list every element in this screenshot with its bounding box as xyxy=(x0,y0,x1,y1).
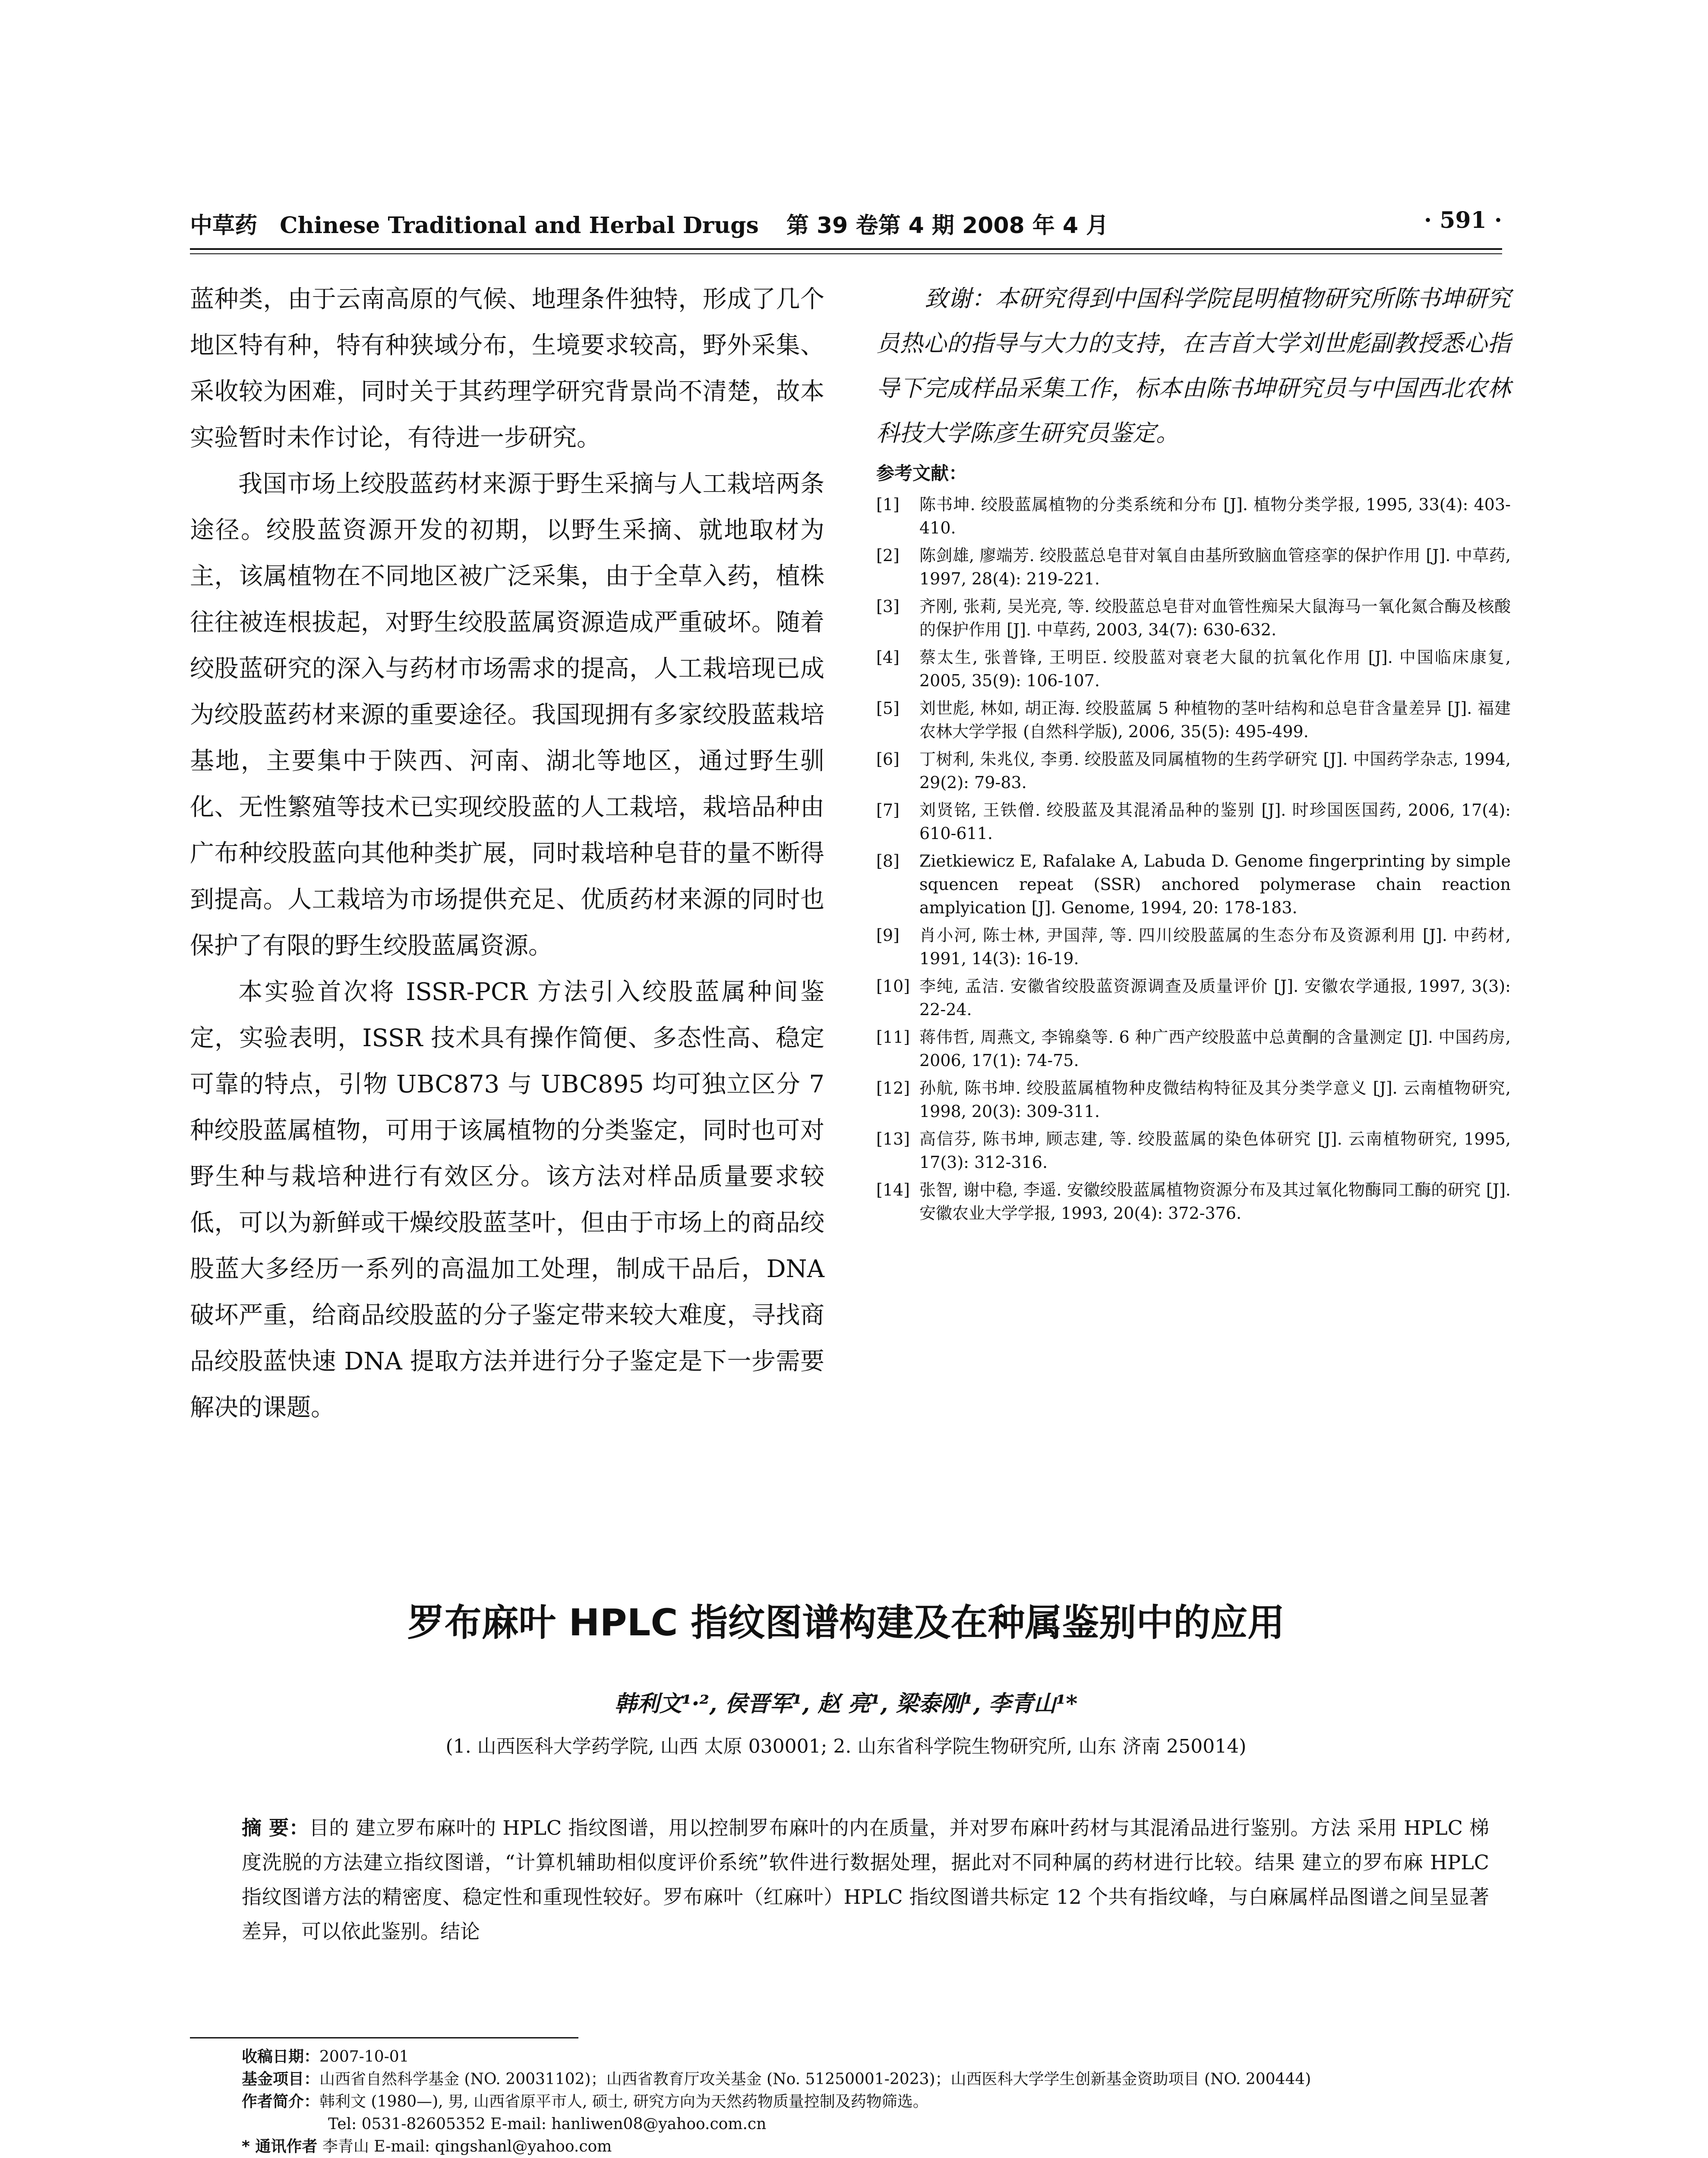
reference-text: 陈剑雄, 廖端芳. 绞股蓝总皂苷对氧自由基所致脑血管痉挛的保护作用 [J]. 中草药, 1997, 28(4): 219-221. xyxy=(919,546,1511,588)
reference-number: [1] xyxy=(876,495,900,514)
reference-item xyxy=(876,646,1511,692)
issue-info: 第 39 卷第 4 期 2008 年 4 月 xyxy=(786,213,1109,239)
header-rule xyxy=(190,248,1502,254)
fund-label: 基金项目： xyxy=(242,2070,320,2088)
author-bio xyxy=(242,2091,1493,2113)
reference-item xyxy=(876,595,1511,641)
abstract xyxy=(242,1811,1489,1949)
reference-text: 刘世彪, 林如, 胡正海. 绞股蓝属 5 种植物的茎叶结构和总皂苷含量差异 [J]. 福建农林大学学报 (自然科学版), 2006, 35(5): 495-499. xyxy=(919,699,1511,741)
reference-text: 肖小河, 陈士林, 尹国萍, 等. 四川绞股蓝属的生态分布及资源利用 [J]. 中药材, 1991, 14(3): 16-19. xyxy=(919,926,1511,968)
received-date xyxy=(242,2046,1493,2068)
reference-number: [7] xyxy=(876,801,900,820)
reference-text: 丁树利, 朱兆仪, 李勇. 绞股蓝及同属植物的生药学研究 [J]. 中国药学杂志, 1994, 29(2): 79-83. xyxy=(919,750,1511,792)
article-affiliations: (1. 山西医科大学药学院, 山西 太原 030001; 2. 山东省科学院生物研究所, 山东 济南 250014) xyxy=(445,1735,1247,1757)
author-contact: Tel: 0531-82605352 E-mail: hanliwen08@yahoo.com.cn xyxy=(328,2115,767,2133)
running-header xyxy=(190,207,1502,246)
footnote-rule xyxy=(190,2037,578,2038)
corresponding-value: 李青山 E-mail: qingshanl@yahoo.com xyxy=(322,2138,612,2155)
reference-number: [11] xyxy=(876,1028,910,1047)
acknowledgement: 致谢：本研究得到中国科学院昆明植物研究所陈书坤研究员热心的指导与大力的支持，在吉首大学刘世彪副教授悉心指导下完成样品采集工作，标本由陈书坤研究员与中国西北农林科技大学陈彦生研究员鉴定。 xyxy=(876,285,1511,447)
reference-item xyxy=(876,544,1511,590)
paragraph: 我国市场上绞股蓝药材来源于野生采摘与人工栽培两条途径。绞股蓝资源开发的初期，以野生采摘、就地取材为主，该属植物在不同地区被广泛采集，由于全草入药，植株往往被连根拔起，对野生绞股蓝属资源造成严重破坏。随着绞股蓝研究的深入与药材市场需求的提高，人工栽培现已成为绞股蓝药材来源的重要途径。我国现拥有多家绞股蓝栽培基地，主要集中于陕西、河南、湖北等地区，通过野生驯化、无性繁殖等技术已实现绞股蓝的人工栽培，栽培品种由广布种绞股蓝向其他种类扩展，同时栽培种皂苷的量不断得到提高。人工栽培为市场提供充足、优质药材来源的同时也保护了有限的野生绞股蓝属资源。 xyxy=(190,470,824,960)
reference-item xyxy=(876,1025,1511,1072)
paragraph: 本实验首次将 ISSR-PCR 方法引入绞股蓝属种间鉴定，实验表明，ISSR 技术具有操作简便、多态性高、稳定可靠的特点，引物 UBC873 与 UBC895 均可独立区分 7 种绞股蓝属植物，可用于该属植物的分类鉴定，同时也可对野生种与栽培种进行有效区分。该方法对样品质量要求较低，可以为新鲜或干燥绞股蓝茎叶，但由于市场上的商品绞股蓝大多经历一系列的高温加工处理，制成干品后，DNA 破坏严重，给商品绞股蓝的分子鉴定带来较大难度，寻找商品绞股蓝快速 DNA 提取方法并进行分子鉴定是下一步需要解决的课题。 xyxy=(190,978,825,1422)
references-title: 参考文献： xyxy=(876,463,967,484)
corresponding-label: * 通讯作者 xyxy=(242,2138,318,2155)
reference-item xyxy=(876,1178,1511,1225)
reference-number: [10] xyxy=(876,977,910,996)
received-value: 2007-10-01 xyxy=(319,2048,409,2066)
abstract-text: 目的 建立罗布麻叶的 HPLC 指纹图谱，用以控制罗布麻叶的内在质量，并对罗布麻叶药材与其混淆品进行鉴别。方法 采用 HPLC 梯度洗脱的方法建立指纹图谱，“计算机辅助相似度评价系统”软件进行数据处理，据此对不同种属的药材进行比较。结果 建立的罗布麻 HPLC 指纹图谱方法的精密度、稳定性和重现性较好。罗布麻叶（红麻叶）HPLC 指纹图谱共标定 12 个共有指纹峰，与白麻属样品图谱之间呈显著差异，可以依此鉴别。结论 xyxy=(242,1816,1490,1943)
reference-number: [8] xyxy=(876,852,900,871)
paragraph: 蓝种类，由于云南高原的气候、地理条件独特，形成了几个地区特有种，特有种狭域分布，生境要求较高，野外采集、采收较为困难，同时关于其药理学研究背景尚不清楚，故本实验暂时未作讨论，有待进一步研究。 xyxy=(190,285,824,452)
reference-number: [14] xyxy=(876,1180,910,1199)
reference-item xyxy=(876,493,1511,540)
reference-text: Zietkiewicz E, Rafalake A, Labuda D. Genome fingerprinting by simple squencen repeat (SSR) anchored polymerase chain reaction amplyication [J]. Genome, 1994, 20: 178-183. xyxy=(919,852,1511,917)
reference-number: [3] xyxy=(876,597,900,616)
reference-list xyxy=(876,493,1511,1225)
reference-item xyxy=(876,975,1511,1021)
reference-item xyxy=(876,748,1511,794)
reference-number: [4] xyxy=(876,648,900,667)
reference-number: [2] xyxy=(876,546,900,565)
page-number: · 591 · xyxy=(1424,207,1502,233)
reference-text: 蔡太生, 张普锋, 王明臣. 绞股蓝对衰老大鼠的抗氧化作用 [J]. 中国临床康复, 2005, 35(9): 106-107. xyxy=(919,648,1511,690)
right-column xyxy=(876,276,1511,1225)
fund-info xyxy=(242,2068,1493,2091)
fund-value: 山西省自然科学基金 (NO. 20031102)；山西省教育厅攻关基金 (No. 51250001-2023)；山西医科大学学生创新基金资助项目 (NO. 200444) xyxy=(319,2070,1311,2088)
reference-item xyxy=(876,697,1511,743)
reference-text: 陈书坤. 绞股蓝属植物的分类系统和分布 [J]. 植物分类学报, 1995, 33(4): 403-410. xyxy=(919,495,1511,537)
reference-text: 刘贤铭, 王铁僧. 绞股蓝及其混淆品种的鉴别 [J]. 时珍国医国药, 2006, 17(4): 610-611. xyxy=(919,801,1511,843)
reference-text: 蒋伟哲, 周燕文, 李锦燊等. 6 种广西产绞股蓝中总黄酮的含量测定 [J]. 中国药房, 2006, 17(1): 74-75. xyxy=(919,1028,1511,1070)
reference-text: 齐刚, 张莉, 吴光亮, 等. 绞股蓝总皂苷对血管性痴呆大鼠海马一氧化氮合酶及核酸的保护作用 [J]. 中草药, 2003, 34(7): 630-632. xyxy=(919,597,1511,639)
abstract-label: 摘 要： xyxy=(242,1816,309,1839)
article-title: 罗布麻叶 HPLC 指纹图谱构建及在种属鉴别中的应用 xyxy=(407,1601,1285,1644)
reference-text: 孙航, 陈书坤. 绞股蓝属植物种皮微结构特征及其分类学意义 [J]. 云南植物研究, 1998, 20(3): 309-311. xyxy=(919,1079,1511,1121)
reference-number: [9] xyxy=(876,926,900,945)
reference-text: 高信芬, 陈书坤, 顾志建, 等. 绞股蓝属的染色体研究 [J]. 云南植物研究, 1995, 17(3): 312-316. xyxy=(919,1129,1511,1172)
left-column xyxy=(190,276,824,1431)
reference-item xyxy=(876,924,1511,970)
author-bio-value: 韩利文 (1980—), 男, 山西省原平市人, 硕士, 研究方向为天然药物质量控制及药物筛选。 xyxy=(319,2093,928,2111)
reference-number: [5] xyxy=(876,699,900,718)
article-authors: 韩利文¹·², 侯晋军¹, 赵 亮¹, 梁泰刚¹, 李青山¹* xyxy=(614,1691,1078,1717)
reference-item xyxy=(876,1076,1511,1123)
reference-text: 李纯, 孟洁. 安徽省绞股蓝资源调查及质量评价 [J]. 安徽农学通报, 1997, 3(3): 22-24. xyxy=(919,977,1511,1019)
reference-text: 张智, 谢中稳, 李遥. 安徽绞股蓝属植物资源分布及其过氧化物酶同工酶的研究 [J]. 安徽农业大学学报, 1993, 20(4): 372-376. xyxy=(919,1180,1511,1223)
reference-number: [6] xyxy=(876,750,900,769)
reference-item xyxy=(876,798,1511,845)
journal-name-en: Chinese Traditional and Herbal Drugs xyxy=(280,212,759,239)
journal-name: 中草药 xyxy=(190,213,258,239)
reference-item xyxy=(876,1127,1511,1174)
footnotes xyxy=(242,2046,1493,2158)
corresponding-author xyxy=(242,2136,1493,2158)
author-bio-label: 作者简介： xyxy=(242,2093,320,2111)
received-label: 收稿日期： xyxy=(242,2048,320,2066)
reference-item xyxy=(876,849,1511,919)
reference-number: [12] xyxy=(876,1079,910,1098)
reference-number: [13] xyxy=(876,1129,910,1148)
